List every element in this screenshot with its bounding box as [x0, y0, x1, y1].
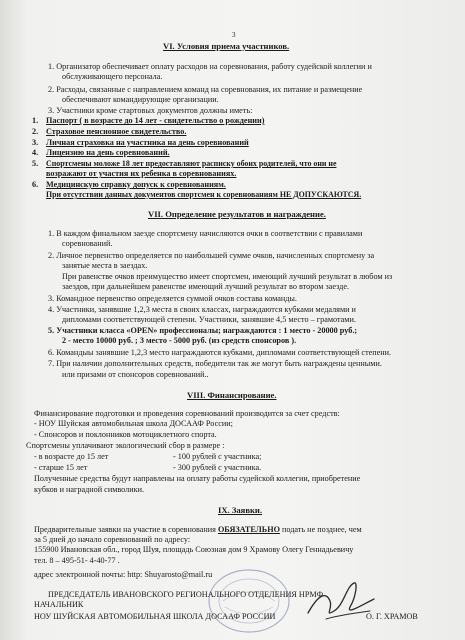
- s8-line-2: - НОУ Шуйская автомобильная школа ДОСААФ России;: [34, 419, 233, 428]
- s7-line-3: 2. Личное первенство определяется по наибольшей сумме очков, начисленных спортсмену за: [48, 251, 375, 260]
- s6-item-2: 2. Расходы, связанные с направлением команд на соревнования, их питание и размещение: [48, 85, 363, 94]
- section-7-title: VII. Определение результатов и награждение.: [148, 209, 326, 219]
- s7-line-2: соревнований.: [62, 239, 113, 248]
- section-8-title: VIII. Финансирование.: [187, 390, 277, 400]
- doc-5: Спортсмены моложе 18 лет предоставляют расписку обоих родителей, что они не: [46, 159, 337, 168]
- s9-line-1-c: подать не позднее, чем: [279, 525, 362, 534]
- s7-line-4: занятые места в заездах.: [62, 261, 148, 270]
- documents-warning: При отсутствии данных документов спортсмен к соревнованиям НЕ ДОПУСКАЮТСЯ.: [46, 190, 362, 199]
- s7-line-6: заездов, при дальнейшем равенстве имеющий лучший результат во втором заезде.: [62, 282, 350, 291]
- signatory-title-1: ПРЕДСЕДАТЕЛЬ ИВАНОВСКОГО РЕГИОНАЛЬНОГО ОТДЕЛЕНИЯ НРМФ: [48, 590, 324, 599]
- s6-item-3: 3. Участники кроме стартовых документов должны иметь:: [48, 106, 253, 115]
- doc-2-num: 2.: [32, 127, 39, 136]
- section-6-title: VI. Условия приема участников.: [163, 41, 290, 51]
- doc-6-num: 6.: [32, 180, 39, 189]
- s9-mandatory: ОБЯЗАТЕЛЬНО: [217, 525, 280, 534]
- s8-line-4: Спортсмены уплачивают экологический сбор в размере :: [26, 441, 225, 450]
- signatory-name: О. Г. ХРАМОВ: [366, 612, 418, 621]
- stamp-seal-icon: [205, 565, 293, 635]
- s7-line-13: 7. При наличии дополнительных средств, победители так же могут быть награждены ценными.: [48, 359, 382, 368]
- s7-line-5: При равенстве очков преимущество имеет спортсмен, имеющий лучший результат в любом из: [62, 272, 393, 281]
- doc-1: Паспорт ( в возрасте до 14 лет - свидетельство о рождении): [46, 116, 265, 125]
- page-number: 3: [232, 31, 236, 39]
- s6-item-1: 1. Организатор обеспечивает оплату расходов на соревнования, работу судейской коллегии и: [48, 62, 372, 71]
- s7-line-10: 5. Участники класса «OPEN» профессионалы; награждаются : 1 место - 20000 руб.;: [48, 326, 358, 335]
- s8-line-9: Полученные средства будут направлены на оплату работы судейской коллегии, приобретение: [34, 474, 361, 483]
- doc-6: Медицинскую справку допуск к соревнованиям.: [46, 180, 226, 189]
- section-9-title: IX. Заявки.: [218, 505, 263, 515]
- s8-fee-amount1: - 100 рублей с участника;: [173, 452, 262, 461]
- s8-line-3: - Спонсоров и поклонников мотоциклетного спорта.: [34, 430, 217, 439]
- signatory-title-3: НОУ ШУЙСКАЯ АВТОМОБИЛЬНАЯ ШКОЛА ДОСААФ РОССИИ: [34, 612, 276, 621]
- s8-fee-age1: - в возрасте до 15 лет: [34, 452, 109, 461]
- doc-1-num: 1.: [32, 116, 39, 125]
- s9-phone: тел. 8 – 495-51- 4-40-77 .: [34, 556, 120, 565]
- s9-address: 155900 Ивановская обл., город Шуя, площадь Союзная дом 9 Храмову Олегу Геннадьевичу: [34, 545, 354, 554]
- doc-3-num: 3.: [32, 138, 39, 147]
- s9-line-1-a: Предварительные заявки на участие в соревнования: [34, 525, 218, 534]
- doc-2: Страховое пенсионное свидетельство.: [46, 127, 187, 136]
- s7-line-11: 2 - место 10000 руб. ; 3 место - 5000 руб. (из средств спонсоров ).: [62, 336, 297, 345]
- s9-line-2: за 5 дней до начало соревнований по адресу:: [34, 535, 191, 544]
- doc-5-num: 5.: [32, 159, 39, 168]
- signatory-title-2: НАЧАЛЬНИК: [34, 600, 84, 609]
- s8-line-1: Финансирование подготовки и проведения соревнований производится за счет средств:: [34, 409, 340, 418]
- s7-line-8: 4. Участники, занявшие 1,2,3 места в своих классах, награждаются кубками медалями и: [48, 305, 356, 314]
- s6-item-2-cont: обеспечивают командирующие организации.: [62, 95, 219, 104]
- doc-4: Лицензию на день соревнований.: [46, 148, 170, 157]
- s8-fee-age2: - старше 15 лет: [34, 463, 88, 472]
- doc-3: Личная страховка на участника на день соревнований: [46, 138, 249, 147]
- s9-email: адрес электронной почты: http: Shuyarosto@mail.ru: [34, 570, 213, 579]
- s7-line-14: или призами от спонсоров соревнований..: [62, 370, 209, 379]
- s8-fee-amount2: - 300 рублей с участника.: [173, 463, 262, 472]
- s6-item-1-cont: обслуживающего персонала.: [62, 72, 163, 81]
- s7-line-12: 6. Командыы занявшие 1,2,3 место награждаются кубками, дипломами соответствующей степени.: [48, 348, 392, 357]
- doc-5-cont: возражают от участия их ребенка в соревнованиях.: [46, 169, 237, 178]
- doc-4-num: 4.: [32, 148, 39, 157]
- s7-line-9: дипломами соответствующей степени. Участники, занявшие 4,5 место – грамотами.: [62, 315, 356, 324]
- s7-line-7: 3. Командное первенство определяется суммой очков состава команды.: [48, 294, 297, 303]
- s8-line-10: кубков и наградной символики.: [34, 485, 145, 494]
- s7-line-1: 1. В каждом финальном заезде спортсмену начисляются очки в соответствии с правилами: [48, 229, 363, 238]
- s9-line-1: [34, 525, 362, 535]
